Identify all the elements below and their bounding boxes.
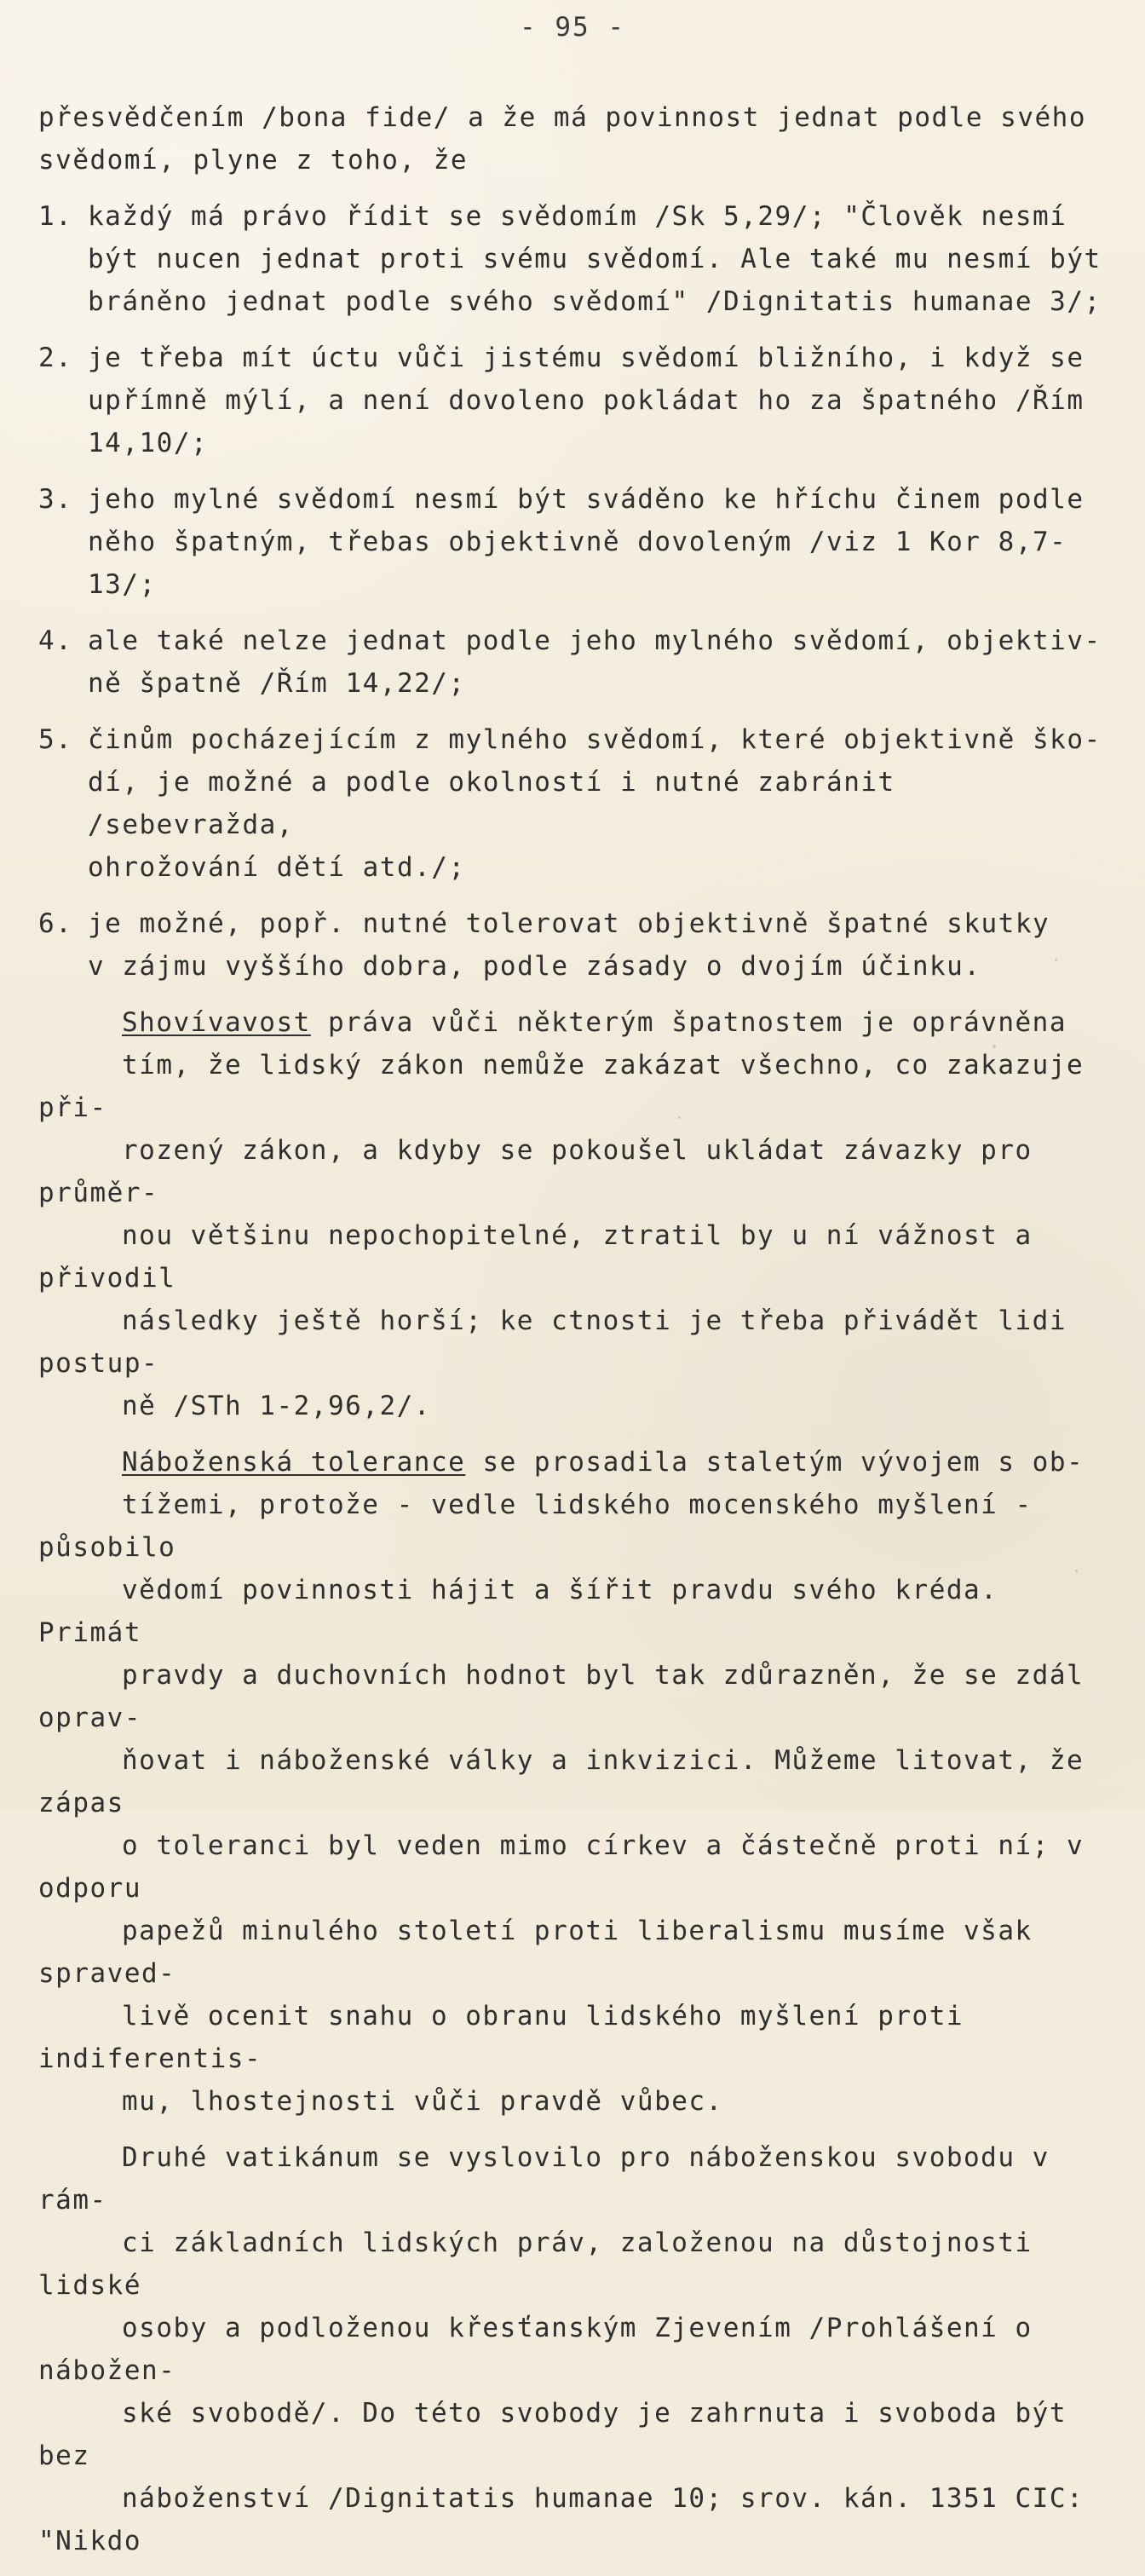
text-line: Druhé vatikánum se vyslovilo pro náboženskou svobodu v rám- <box>38 2142 1067 2216</box>
text-line: v zájmu vyššího dobra, podle zásady o dvojím účinku. <box>88 951 981 982</box>
text-line: ské svobodě/. Do této svobody je zahrnuta i svoboda být bez <box>38 2398 1085 2471</box>
text-line: tížemi, protože - vedle lidského mocenského myšlení - působilo <box>38 1490 1050 1563</box>
text-line: ohrožování dětí atd./; <box>88 852 466 883</box>
item-number: 6. <box>38 908 73 939</box>
numbered-item-2 <box>38 337 1107 464</box>
item-body <box>88 718 1107 889</box>
text-line: rozený zákon, a kdyby se pokoušel ukládat závazky pro průměr- <box>38 1135 1050 1208</box>
text-line: být nucen jednat proti svému svědomí. Ale také mu nesmí být <box>88 244 1102 274</box>
numbered-item-5 <box>38 718 1107 889</box>
text-line: náboženství /Dignitatis humanae 10; srov. kán. 1351 CIC: "Nikdo <box>38 2483 1102 2556</box>
text-line: svědomí, plyne z toho, že <box>38 145 469 176</box>
text-line: 14,10/; <box>88 428 209 458</box>
underlined-term: Náboženská tolerance <box>122 1447 466 1478</box>
page-number: - 95 - <box>520 12 625 43</box>
tolerance-paragraph <box>38 1001 1107 1427</box>
intro-paragraph <box>38 96 1107 182</box>
item-body <box>88 620 1107 705</box>
text-line: vědomí povinnosti hájit a šířit pravdu svého kréda. Primát <box>38 1575 1016 1648</box>
text-line: livě ocenit snahu o obranu lidského myšlení proti indiferentis- <box>38 2001 981 2074</box>
vatican-paragraph <box>38 2136 1107 2562</box>
text-line: každý má právo řídit se svědomím /Sk 5,29/; "Člověk nesmí <box>88 201 1067 232</box>
item-body <box>88 902 1107 988</box>
item-body <box>88 478 1107 606</box>
text-fragment: práva vůči některým špatnostem je oprávněna <box>310 1007 1067 1038</box>
text-line: papežů minulého století proti liberalismu musíme však spraved- <box>38 1916 1050 1989</box>
text-line: o toleranci byl veden mimo církev a částečně proti ní; v odporu <box>38 1830 1102 1904</box>
text-line: něho špatným, třebas objektivně dovoleným /viz 1 Kor 8,7-13/; <box>88 527 1067 600</box>
text-line: ně špatně /Řím 14,22/; <box>88 668 466 699</box>
item-body <box>88 195 1107 323</box>
item-number: 2. <box>38 343 73 373</box>
text-line: pravdy a duchovních hodnot byl tak zdůrazněn, že se zdál oprav- <box>38 1660 1102 1733</box>
text-line: jeho mylné svědomí nesmí být sváděno ke hříchu činem podle <box>88 484 1085 515</box>
item-number: 5. <box>38 724 73 755</box>
text-line: nou většinu nepochopitelné, ztratil by u ní vážnost a přivodil <box>38 1220 1050 1294</box>
text-line: činům pocházejícím z mylného svědomí, které objektivně ško- <box>88 724 1102 755</box>
item-number: 1. <box>38 201 73 232</box>
text-line <box>38 1441 1107 1484</box>
text-line: následky ještě horší; ke ctnosti je třeba přivádět lidi postup- <box>38 1305 1085 1379</box>
text-line: osoby a podloženou křesťanským Zjevením /Prohlášení o nábožen- <box>38 2313 1050 2386</box>
numbered-item-4 <box>38 620 1107 705</box>
text-line: ale také nelze jednat podle jeho mylného svědomí, objektiv- <box>88 625 1102 656</box>
numbered-item-6 <box>38 902 1107 988</box>
numbered-item-1 <box>38 195 1107 323</box>
underlined-term: Shovívavost <box>122 1007 311 1038</box>
item-body <box>88 337 1107 464</box>
text-line: bráněno jednat podle svého svědomí" /Dignitatis humanae 3/; <box>88 286 1102 317</box>
text-line: mu, lhostejnosti vůči pravdě vůbec. <box>122 2086 723 2117</box>
text-line <box>38 1001 1107 1044</box>
text-line: ně /STh 1-2,96,2/. <box>122 1391 431 1421</box>
numbered-item-3 <box>38 478 1107 606</box>
item-number: 3. <box>38 484 73 515</box>
religious-tolerance-paragraph <box>38 1441 1107 2123</box>
text-line: ci základních lidských práv, založenou na důstojnosti lidské <box>38 2227 1050 2301</box>
document-body <box>38 96 1107 2576</box>
text-line: přesvědčením /bona fide/ a že má povinnost jednat podle svého <box>38 102 1086 133</box>
text-line: tím, že lidský zákon nemůže zakázat všechno, co zakazuje při- <box>38 1050 1102 1123</box>
text-line: ňovat i náboženské války a inkvizici. Můžeme litovat, že zápas <box>38 1745 1102 1818</box>
text-line: je možné, popř. nutné tolerovat objektivně špatné skutky <box>88 908 1050 939</box>
text-fragment: se prosadila staletým vývojem s ob- <box>465 1447 1085 1478</box>
item-number: 4. <box>38 625 73 656</box>
text-line: je třeba mít úctu vůči jistému svědomí bližního, i když se <box>88 343 1085 373</box>
text-line: upřímně mýlí, a není dovoleno pokládat ho za špatného /Řím <box>88 385 1085 416</box>
text-line: dí, je možné a podle okolností i nutné zabránit /sebevražda, <box>88 767 912 840</box>
